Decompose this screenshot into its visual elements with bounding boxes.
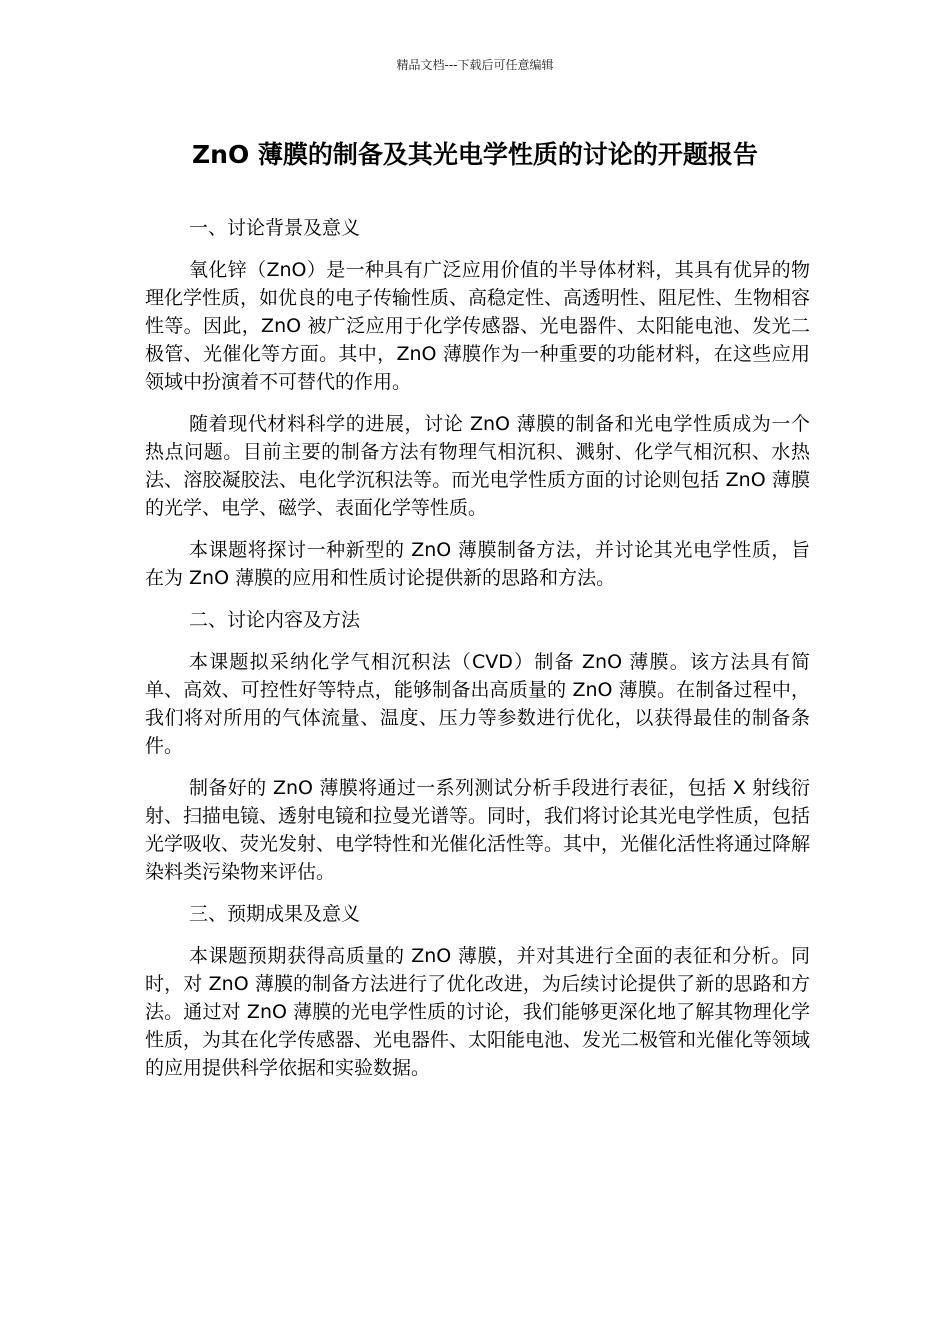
paragraph: 随着现代材料科学的进展，讨论 ZnO 薄膜的制备和光电学性质成为一个热点问题。目前主要的制备方法有物理气相沉积、溅射、化学气相沉积、水热法、溶胶凝胶法、电化学沉积法等。而光电学性质方面的讨论则包括 ZnO 薄膜的光学、电学、磁学、表面化学等性质。 — [145, 413, 810, 519]
section-heading: 二、讨论内容及方法 — [189, 609, 361, 631]
section-heading: 三、预期成果及意义 — [189, 903, 361, 925]
paragraph: 本课题将探讨一种新型的 ZnO 薄膜制备方法，并讨论其光电学性质，旨在为 ZnO 薄膜的应用和性质讨论提供新的思路和方法。 — [145, 539, 810, 589]
document-body — [145, 214, 810, 1096]
paragraph: 氧化锌（ZnO）是一种具有广泛应用价值的半导体材料，其具有优异的物理化学性质，如优良的电子传输性质、高稳定性、高透明性、阻尼性、生物相容性等。因此，ZnO 被广泛应用于化学传感器、光电器件、太阳能电池、发光二极管、光催化等方面。其中，ZnO 薄膜作为一种重要的功能材料，在这些应用领域中扮演着不可替代的作用。 — [145, 259, 811, 393]
header-note: 精品文档---下载后可任意编辑 — [396, 58, 554, 72]
section-expected-results — [145, 900, 810, 1082]
section-heading: 一、讨论背景及意义 — [189, 217, 361, 239]
paragraph: 本课题预期获得高质量的 ZnO 薄膜，并对其进行全面的表征和分析。同时，对 ZnO 薄膜的制备方法进行了优化改进，为后续讨论提供了新的思路和方法。通过对 ZnO 薄膜的光电学性质的讨论，我们能够更深化地了解其物理化学性质，为其在化学传感器、光电器件、太阳能电池、发光二极管和光催化等领域的应用提供科学依据和实验数据。 — [145, 945, 811, 1079]
section-background — [145, 214, 810, 592]
section-content-methods — [145, 606, 810, 886]
paragraph: 本课题拟采纳化学气相沉积法（CVD）制备 ZnO 薄膜。该方法具有简单、高效、可控性好等特点，能够制备出高质量的 ZnO 薄膜。在制备过程中，我们将对所用的气体流量、温度、压力等参数进行优化，以获得最佳的制备条件。 — [145, 651, 810, 757]
document-title: ZnO 薄膜的制备及其光电学性质的讨论的开题报告 — [192, 140, 758, 169]
paragraph: 制备好的 ZnO 薄膜将通过一系列测试分析手段进行表征，包括 X 射线衍射、扫描电镜、透射电镜和拉曼光谱等。同时，我们将讨论其光电学性质，包括光学吸收、荧光发射、电学特性和光催化活性等。其中，光催化活性将通过降解染料类污染物来评估。 — [145, 777, 811, 883]
